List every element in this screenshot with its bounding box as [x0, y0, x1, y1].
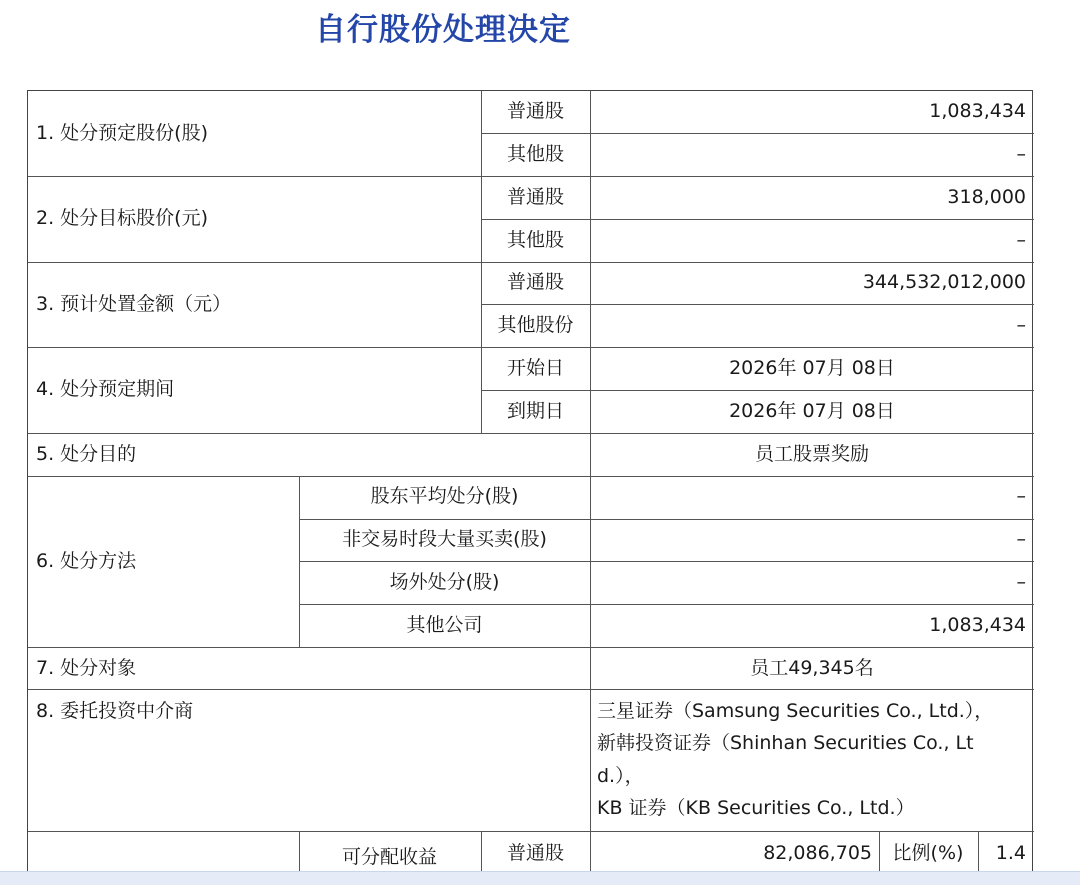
row-divider [28, 831, 1034, 832]
value-cell: – [1016, 229, 1026, 251]
row-label: 2. 处分目标股价(元) [36, 207, 208, 229]
row-divider [481, 304, 1034, 305]
value-cell: – [1016, 528, 1026, 550]
row-divider [481, 133, 1034, 134]
row-label: 6. 处分方法 [36, 550, 137, 572]
value-cell: – [1016, 485, 1026, 507]
row-divider [299, 561, 1034, 562]
value-cell: – [1016, 314, 1026, 336]
sub-label: 普通股 [506, 186, 564, 208]
sub-label: 其他股 [506, 229, 564, 251]
value-cell: 1,083,434 [929, 100, 1026, 122]
sub-label: 普通股 [506, 100, 564, 122]
value-cell: 82,086,705 [763, 842, 872, 864]
ratio-label: 比例(%) [892, 842, 964, 864]
broker-line: 新韩投资证券（Shinhan Securities Co., Lt [597, 732, 974, 754]
sub-label: 其他股 [506, 143, 564, 165]
value-cell: 344,532,012,000 [862, 271, 1026, 293]
value-cell: – [1016, 571, 1026, 593]
row-divider [28, 433, 1034, 434]
row-label: 可分配收益 [341, 846, 437, 868]
value-cell: – [1016, 143, 1026, 165]
row-divider [28, 262, 1034, 263]
broker-line: KB 证券（KB Securities Co., Ltd.） [597, 797, 915, 819]
row-divider [28, 347, 1034, 348]
row-divider [481, 390, 1034, 391]
row-label: 3. 预计处置金额（元） [36, 293, 232, 315]
row-divider [28, 476, 1034, 477]
row-divider [28, 176, 1034, 177]
value-cell: 员工股票奖励 [754, 443, 869, 465]
row-label: 7. 处分对象 [36, 657, 137, 679]
row-label: 4. 处分预定期间 [36, 378, 175, 400]
row-divider [481, 219, 1034, 220]
row-divider [299, 519, 1034, 520]
sub-label: 到期日 [506, 400, 564, 422]
sub-label: 其他股份 [497, 314, 574, 336]
date-cell: 2026年 07月 08日 [729, 400, 895, 422]
method-label: 其他公司 [406, 614, 483, 636]
value-cell: 1,083,434 [929, 614, 1026, 636]
date-cell: 2026年 07月 08日 [729, 357, 895, 379]
row-divider [28, 689, 1034, 690]
method-label: 股东平均处分(股) [370, 485, 519, 507]
sub-label: 普通股 [506, 271, 564, 293]
value-cell: 318,000 [947, 186, 1026, 208]
sub-label: 普通股 [506, 842, 564, 864]
row-label: 5. 处分目的 [36, 443, 137, 465]
broker-line: d.）， [597, 765, 644, 787]
bottom-bar [0, 871, 1080, 885]
method-label: 场外处分(股) [389, 571, 500, 593]
row-label: 8. 委托投资中介商 [36, 700, 194, 722]
row-label: 1. 处分预定股份(股) [36, 122, 208, 144]
sub-label: 开始日 [506, 357, 564, 379]
row-divider [299, 604, 1034, 605]
method-label: 非交易时段大量买卖(股) [342, 528, 547, 550]
row-divider [28, 647, 1034, 648]
value-cell: 员工49,345名 [750, 657, 874, 679]
broker-line: 三星证券（Samsung Securities Co., Ltd.）， [597, 700, 994, 722]
ratio-value: 1.4 [995, 842, 1026, 864]
document-title: 自行股份处理决定 [315, 12, 571, 48]
